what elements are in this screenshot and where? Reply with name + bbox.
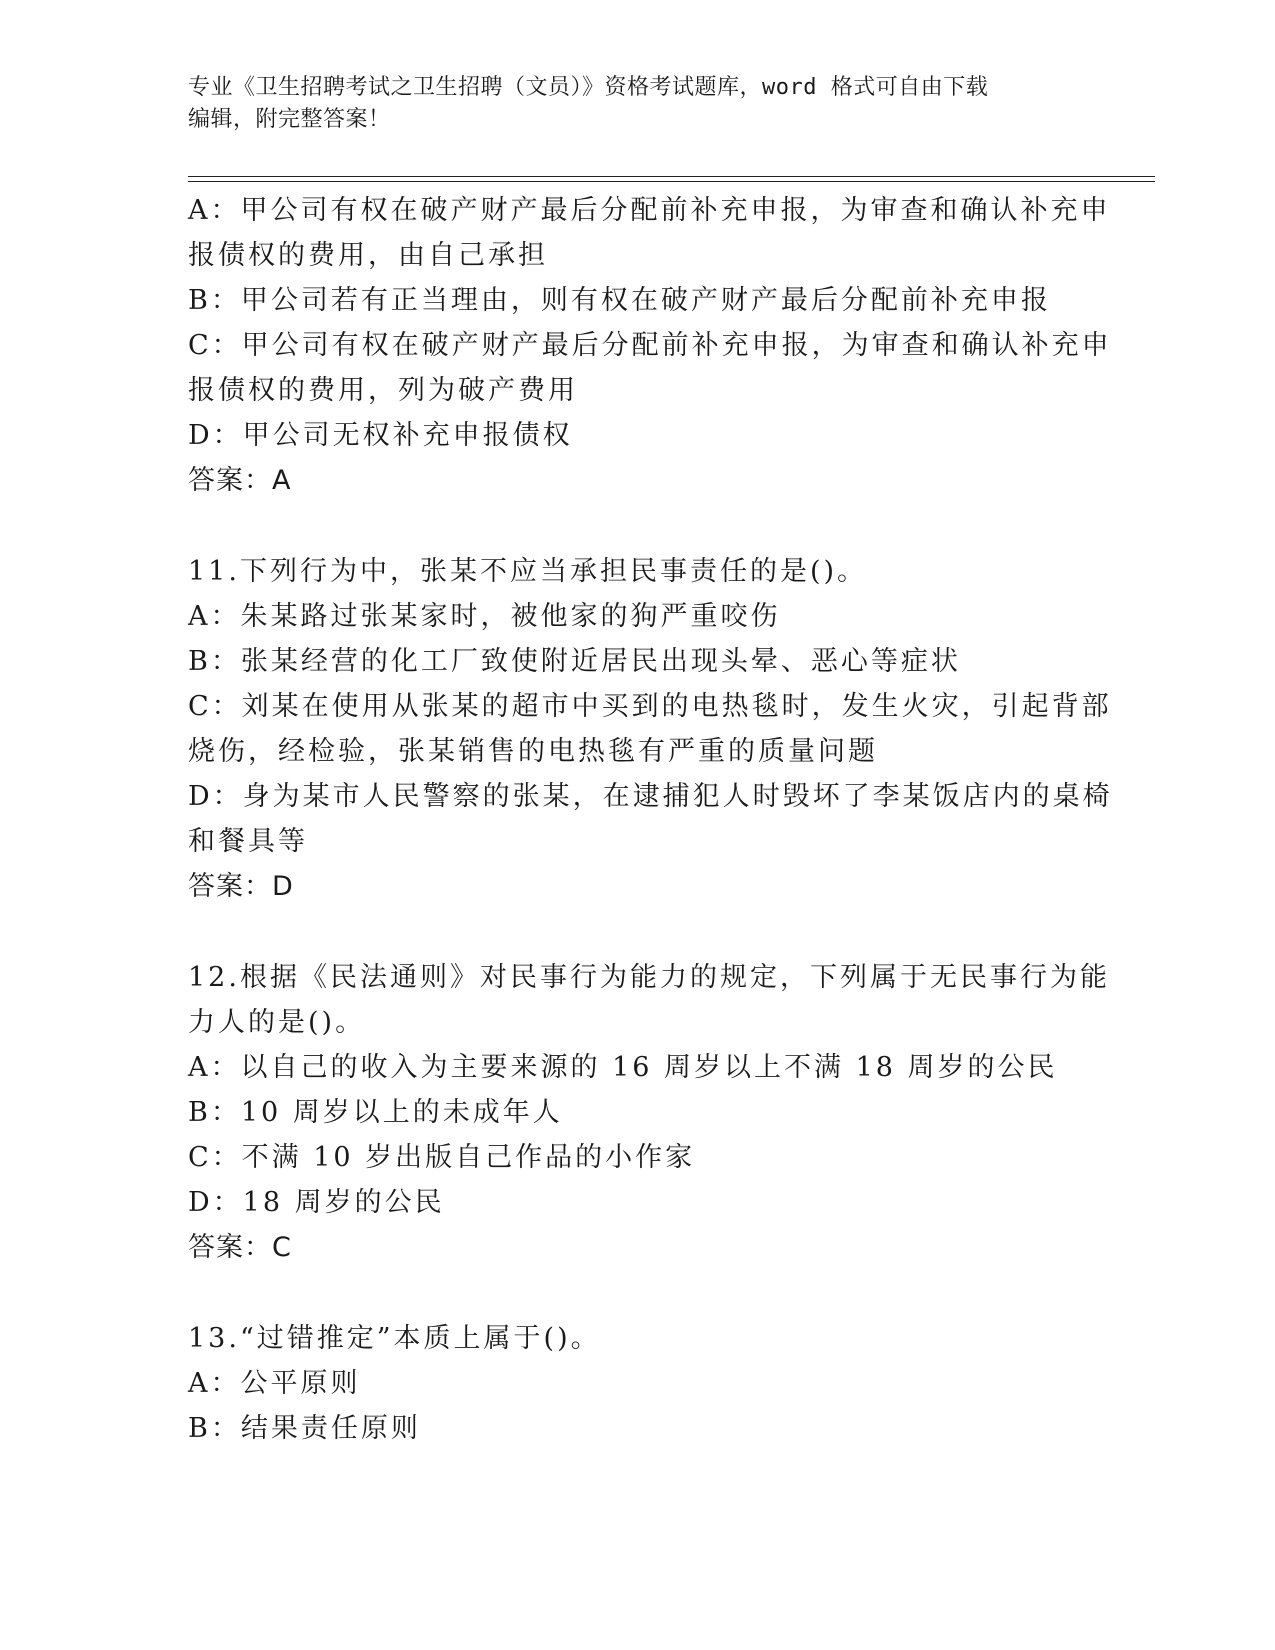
document-header	[188, 72, 1068, 136]
q12-option-a: A：以自己的收入为主要来源的 16 周岁以上不满 18 周岁的公民	[188, 1052, 1058, 1083]
q10-option-b: B：甲公司若有正当理由，则有权在破产财产最后分配前补充申报	[188, 285, 1051, 316]
header-divider-bottom	[188, 181, 1155, 182]
q11-option-d-line-1: D：身为某市人民警察的张某，在逮捕犯人时毁坏了李某饭店内的桌椅	[188, 781, 1113, 812]
q11-option-c-line-1: C：刘某在使用从张某的超市中买到的电热毯时，发生火灾，引起背部	[188, 691, 1112, 722]
q11-question: 11.下列行为中，张某不应当承担民事责任的是()。	[188, 556, 868, 587]
q11-option-c-line-2: 烧伤，经检验，张某销售的电热毯有严重的质量问题	[188, 736, 878, 767]
question-10-options	[188, 188, 1112, 503]
q10-option-d: D：甲公司无权补充申报债权	[188, 420, 573, 451]
q12-answer: 答案：C	[188, 1232, 292, 1263]
q11-answer: 答案：D	[188, 871, 294, 902]
q12-option-b: B：10 周岁以上的未成年人	[188, 1097, 563, 1128]
question-12	[188, 955, 1110, 1270]
q12-option-c: C：不满 10 岁出版自己作品的小作家	[188, 1142, 696, 1173]
q12-option-d: D：18 周岁的公民	[188, 1187, 445, 1218]
q11-option-b: B：张某经营的化工厂致使附近居民出现头晕、恶心等症状	[188, 646, 961, 677]
spacer	[188, 909, 1068, 955]
q10-answer: 答案：A	[188, 465, 292, 496]
q13-option-b: B：结果责任原则	[188, 1413, 421, 1444]
question-13	[188, 1316, 1068, 1451]
q10-option-c-line-2: 报债权的费用，列为破产费用	[188, 375, 578, 406]
header-divider-top	[188, 176, 1155, 177]
q10-option-c-line-1: C：甲公司有权在破产财产最后分配前补充申报，为审查和确认补充申	[188, 330, 1112, 361]
q12-question-line-1: 12.根据《民法通则》对民事行为能力的规定，下列属于无民事行为能	[188, 962, 1110, 993]
q10-option-a-line-2: 报债权的费用，由自己承担	[188, 240, 548, 271]
q10-option-a-line-1: A：甲公司有权在破产财产最后分配前补充申报，为审查和确认补充申	[188, 195, 1111, 226]
q13-question: 13.“过错推定”本质上属于()。	[188, 1323, 601, 1354]
q13-option-a: A：公平原则	[188, 1368, 361, 1399]
q12-question-line-2: 力人的是()。	[188, 1007, 366, 1038]
question-11	[188, 549, 1113, 909]
header-line-2: 编辑，附完整答案！	[188, 107, 391, 132]
spacer	[188, 503, 1068, 549]
question-content	[188, 188, 1113, 1451]
spacer	[188, 1270, 1068, 1316]
q11-option-a: A：朱某路过张某家时，被他家的狗严重咬伤	[188, 601, 781, 632]
q11-option-d-line-2: 和餐具等	[188, 826, 308, 857]
header-line-1: 专业《卫生招聘考试之卫生招聘（文员）》资格考试题库，word 格式可自由下载	[188, 75, 989, 100]
